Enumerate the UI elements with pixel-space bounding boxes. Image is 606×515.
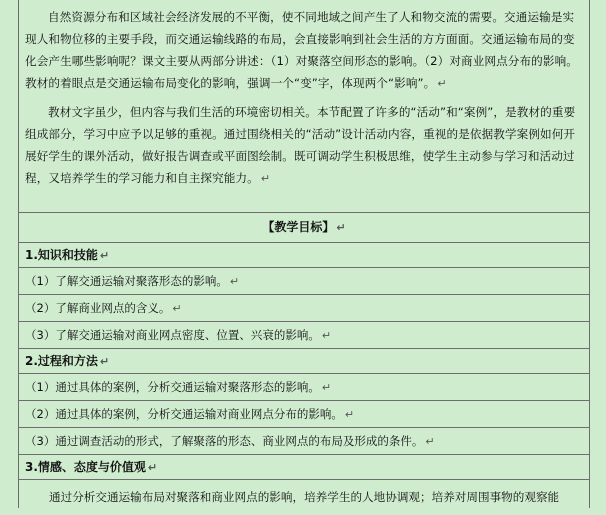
- section-heading-knowledge: 1.知识和技能 ↵: [19, 243, 589, 268]
- document-table: [18, 0, 590, 508]
- objective-item: （3）通过调查活动的形式，了解聚落的形态、商业网点的布局及形成的条件。 ↵: [19, 428, 589, 455]
- objective-item: （2）了解商业网点的含义。 ↵: [19, 295, 589, 322]
- objective-item: （1）了解交通运输对聚落形态的影响。 ↵: [19, 268, 589, 295]
- intro-paragraph-2: 教材文字虽少，但内容与我们生活的环境密切相关。本节配置了许多的“活动”和“案例”，是教材的重要组成部分，学习中应予以足够的重视。通过围绕相关的“活动”设计活动内容，重视的是依据教学案例如何开展好学生的课外活动，做好报告调查或平面图绘制。既可调动学生积极思维，使学生主动参与学习和活动过程，又培养学生的学习能力和自主探究能力。 ↵: [25, 105, 576, 185]
- objective-item: （3）了解交通运输对商业网点密度、位置、兴衰的影响。 ↵: [19, 322, 589, 349]
- teaching-objectives-title: 【教学目标】 ↵: [19, 213, 589, 243]
- objective-item: （2）通过具体的案例，分析交通运输对商业网点分布的影响。 ↵: [19, 401, 589, 428]
- section-heading-process: 2.过程和方法 ↵: [19, 349, 589, 374]
- emotion-body: 通过分析交通运输布局对聚落和商业网点的影响，培养学生的人地协调观；培养对周围事物的观察能: [49, 490, 560, 504]
- objective-item: （1）通过具体的案例，分析交通运输对聚落形态的影响。 ↵: [19, 374, 589, 401]
- section-heading-emotion: 3.情感、态度与价值观 ↵: [19, 455, 589, 480]
- intro-paragraph-1: 自然资源分布和区域社会经济发展的不平衡，使不同地域之间产生了人和物交流的需要。交通运输是实现人和物位移的主要手段，而交通运输线路的布局，会直接影响到社会生活的方方面面。交通运输布局的变化会产生哪些影响呢？课文主要从两部分讲述：（1）对聚落空间形态的影响。（2）对商业网点分布的影响。教材的着眼点是交通运输布局变化的影响，强调一个“变”字，体现两个“影响”。 ↵: [25, 10, 578, 90]
- intro-cell: [19, 0, 589, 213]
